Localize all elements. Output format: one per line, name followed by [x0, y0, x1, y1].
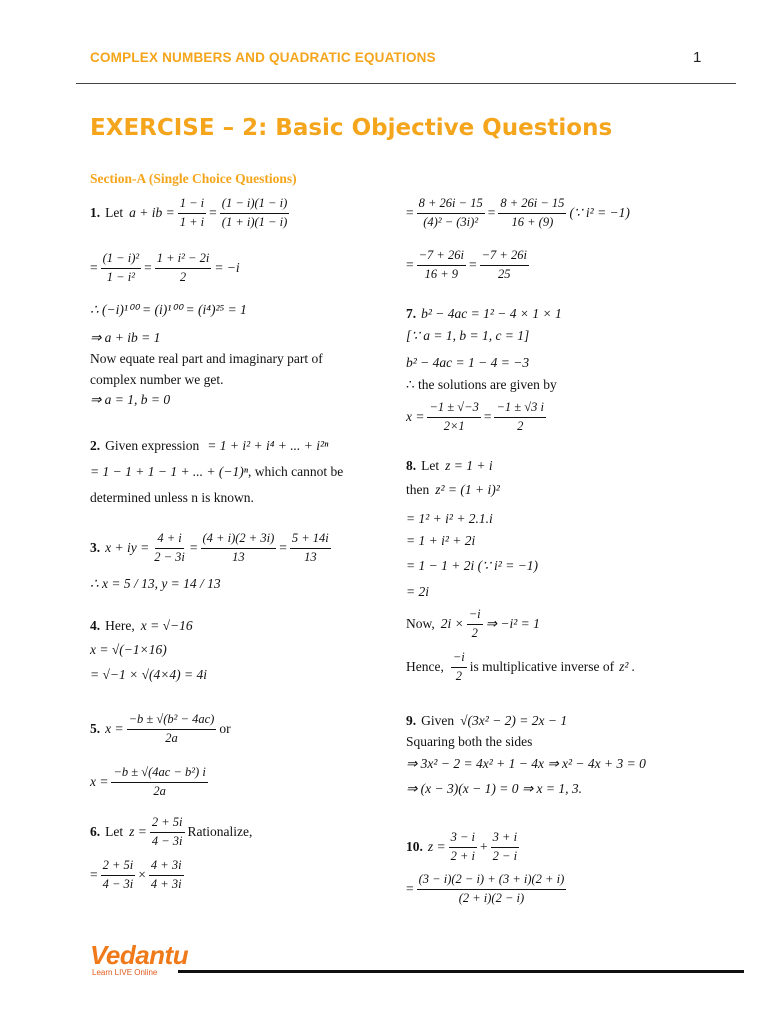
q1-lhs: a + ib =: [129, 204, 175, 220]
q5-line-2: [90, 765, 211, 799]
q6c-frac-1: $\frac{8 + 26i - 15}{\text{(4)² − (3i)²}}$: [418, 196, 483, 229]
q8-l8-end: z² .: [619, 658, 636, 674]
q8-text: Let: [421, 458, 440, 473]
q6-line-1: [90, 815, 252, 849]
q5-line-1: [90, 712, 231, 746]
q8-l7-lhs: 2i ×: [440, 615, 464, 631]
question-number: 1.: [90, 204, 101, 220]
q8-l1-math: z = 1 + i: [445, 458, 493, 473]
q10-frac-3: $\frac{(3 - i)(2 - i) + (3 + i)(2 + i)}{(2 + i)(2 - i)}$: [418, 872, 565, 905]
q3-line-2: ∴ x = 5 / 13, y = 14 / 13: [90, 576, 221, 591]
q3-lhs: x + iy =: [105, 539, 150, 555]
question-number: 7.: [406, 306, 417, 321]
q8-line-2: [406, 482, 500, 499]
q5-lhs: x =: [105, 720, 124, 736]
q4-expression: x = √−16: [140, 618, 193, 633]
page-number: 1: [693, 49, 702, 66]
q5-or: or: [219, 720, 231, 736]
right-column: [406, 0, 736, 1024]
q1-line-3: ∴ (−i)¹⁰⁰ = (i)¹⁰⁰ = (i⁴)²⁵ = 1: [90, 302, 247, 317]
q1-frac-3: $\frac{\text{(1 − i)²}}{\text{1 − i²}}$: [102, 251, 140, 284]
q1-line-2: = $\frac{\text{(1 − i)²}}{\text{1 − i²}}$ = $\frac{\text{1 + i² − 2i}}{2}$ = −i: [90, 251, 240, 284]
q3-frac-1: $\frac{4 + i}{2 - 3i}$: [154, 531, 185, 564]
q8-l2-math: z² = (1 + i)²: [435, 482, 500, 497]
q1-tail: = −i: [214, 259, 240, 275]
q6-frac-1: $\frac{2 + 5i}{4 - 3i}$: [151, 815, 183, 848]
q9-l1-math: √(3x² − 2) = 2x − 1: [460, 713, 568, 728]
q8-then: then: [406, 482, 430, 497]
exercise-title: EXERCISE – 2: Basic Objective Questions: [90, 115, 613, 141]
q2-line-3: determined unless n is known.: [90, 490, 254, 505]
q7-line-3: b² − 4ac = 1 − 4 = −3: [406, 355, 530, 370]
q6-lhs: z =: [129, 823, 147, 839]
footer-divider: [178, 970, 744, 973]
q6c-frac-4: $\frac{-7 + 26i}{25}$: [481, 248, 527, 281]
q6c-frac-2: $\frac{8 + 26i - 15}{16 + (9)}$: [500, 196, 565, 229]
q2-series: = 1 − 1 + 1 − 1 + ... + (−1)ⁿ: [90, 464, 249, 479]
q3-frac-3: $\frac{5 + 14i}{13}$: [291, 531, 329, 564]
q9-line-3: ⇒ 3x² − 2 = 4x² + 1 − 4x ⇒ x² − 4x + 3 = 0: [406, 756, 646, 771]
q10-frac-1: $\frac{3 - i}{2 + i}$: [450, 830, 476, 863]
q6-line-2: = $\frac{2 + 5i}{4 - 3i}$ × $\frac{4 + 3i}{4 + 3i}$: [90, 858, 182, 891]
q6-cont-line-1: = $\frac{8 + 26i - 15}{\text{(4)² − (3i)²}}$ = $\frac{8 + 26i - 15}{16 + (9)}$ (∵ i² = −1): [406, 196, 630, 229]
q1-lead: Let: [105, 204, 124, 220]
question-number: 6.: [90, 823, 101, 839]
q1-frac-1: $\frac{1 - i}{1 + i}$: [179, 196, 205, 229]
q10-plus: +: [480, 838, 488, 854]
q4-line-3: = √−1 × √(4×4) = 4i: [90, 667, 207, 682]
q5-frac-2: $\frac{\text{−b ± √(4ac − b²) i}}{2a}$: [113, 765, 206, 798]
q10-frac-2: $\frac{3 + i}{2 - i}$: [492, 830, 518, 863]
q2-line-1: [90, 438, 328, 455]
q7-line-5: x = $\frac{-1 \pm √-3}{2\times 1}$ = $\frac{-1 \pm √3 i}{2}$: [406, 400, 544, 433]
q3-line-1: 3. x + iy = $\frac{4 + i}{2 - 3i}$ = $\frac{(4 + i)(2 + 3i)}{13}$ = $\frac{5 + 14i}{13}$: [90, 531, 329, 564]
q6-cont-line-2: = $\frac{-7 + 26i}{16 + 9}$ = $\frac{-7 + 26i}{25}$: [406, 248, 527, 281]
q8-line-1: [406, 458, 493, 475]
q7-line-1: [406, 306, 562, 323]
q2-text: Given expression: [105, 438, 200, 453]
q8-line-3: = 1² + i² + 2.1.i: [406, 511, 493, 526]
q5-lhs-2: x =: [90, 773, 109, 789]
q1-line-7: ⇒ a = 1, b = 0: [90, 392, 171, 407]
q8-frac-1: $\frac{-i}{2}$: [468, 607, 481, 640]
q8-line-4: = 1 + i² + 2i: [406, 533, 476, 548]
chapter-title: COMPLEX NUMBERS AND QUADRATIC EQUATIONS: [90, 50, 436, 65]
logo-wordmark: Vedantu: [90, 940, 189, 970]
q8-line-8: [406, 650, 635, 684]
section-title: Section-A (Single Choice Questions): [90, 171, 297, 186]
q7-l1: b² − 4ac = 1² − 4 × 1 × 1: [421, 306, 562, 321]
q8-frac-2: $\frac{-i}{2}$: [452, 650, 465, 683]
q8-line-5: = 1 − 1 + 2i (∵ i² = −1): [406, 558, 539, 573]
q10-lhs: z =: [427, 838, 446, 854]
q9-line-2: Squaring both the sides: [406, 734, 533, 749]
q9-given: Given: [421, 713, 455, 728]
q6c-note: (∵ i² = −1): [569, 204, 630, 220]
q9-line-1: [406, 713, 567, 730]
left-column: [90, 0, 390, 1024]
q3-frac-2: $\frac{(4 + i)(2 + 3i)}{13}$: [202, 531, 275, 564]
q1-line-5: Now equate real part and imaginary part of: [90, 351, 323, 366]
q9-line-4: ⇒ (x − 3)(x − 1) = 0 ⇒ x = 1, 3.: [406, 781, 583, 796]
q7-line-2: [∵ a = 1, b = 1, c = 1]: [406, 328, 530, 343]
q8-line-6: = 2i: [406, 584, 429, 599]
q6-text: Rationalize,: [187, 823, 253, 839]
q2-line-2: [90, 464, 343, 481]
q8-hence: Hence,: [406, 658, 444, 674]
q4-text: Here,: [105, 618, 135, 633]
question-number: 4.: [90, 618, 101, 633]
q2-text-2: , which cannot be: [248, 464, 344, 479]
q6-lead: Let: [105, 823, 124, 839]
q8-l7-tail: ⇒ −i² = 1: [485, 615, 540, 631]
q7-frac-1: $\frac{-1 \pm √-3}{2\times 1}$: [429, 400, 479, 433]
question-number: 2.: [90, 438, 101, 453]
question-number: 10.: [406, 838, 423, 854]
logo-tagline: Learn LIVE Online: [92, 968, 158, 977]
vedantu-logo: [90, 940, 188, 977]
question-number: 5.: [90, 720, 101, 736]
q6c-frac-3: $\frac{-7 + 26i}{16 + 9}$: [418, 248, 464, 281]
q8-now: Now,: [406, 615, 435, 631]
q7-lhs: x =: [406, 408, 425, 424]
q2-expression: = 1 + i² + i⁴ + ... + i²ⁿ: [207, 438, 329, 453]
q6-times: ×: [138, 866, 146, 882]
q1-frac-2: $\frac{(1 - i)(1 - i)}{(1 + i)(1 - i)}$: [221, 196, 288, 229]
q1-line-4: ⇒ a + ib = 1: [90, 330, 161, 345]
q4-line-2: x = √(−1×16): [90, 642, 167, 657]
q1-line-6: complex number we get.: [90, 372, 224, 387]
q10-line-2: = $\frac{(3 - i)(2 - i) + (3 + i)(2 + i)}{(2 + i)(2 - i)}$: [406, 872, 565, 905]
q8-l8-tail: is multiplicative inverse of: [469, 658, 615, 674]
q1-frac-4: $\frac{\text{1 + i² − 2i}}{2}$: [156, 251, 210, 284]
question-number: 3.: [90, 539, 101, 555]
question-number: 9.: [406, 713, 417, 728]
q1-line-1: 1. Let a + ib = $\frac{1 - i}{1 + i}$ = $\frac{(1 - i)(1 - i)}{(1 + i)(1 - i)}$: [90, 196, 288, 229]
q10-line-1: [406, 830, 522, 864]
question-number: 8.: [406, 458, 417, 473]
q5-frac-1: $\frac{\text{−b ± √(b² − 4ac)}}{2a}$: [128, 712, 215, 745]
q6-frac-2: $\frac{2 + 5i}{4 - 3i}$: [102, 858, 134, 891]
q7-line-4: ∴ the solutions are given by: [406, 377, 557, 392]
q4-line-1: [90, 618, 193, 635]
q8-line-7: [406, 607, 540, 641]
q6-frac-3: $\frac{4 + 3i}{4 + 3i}$: [150, 858, 182, 891]
q7-frac-2: $\frac{-1 \pm √3 i}{2}$: [496, 400, 544, 433]
